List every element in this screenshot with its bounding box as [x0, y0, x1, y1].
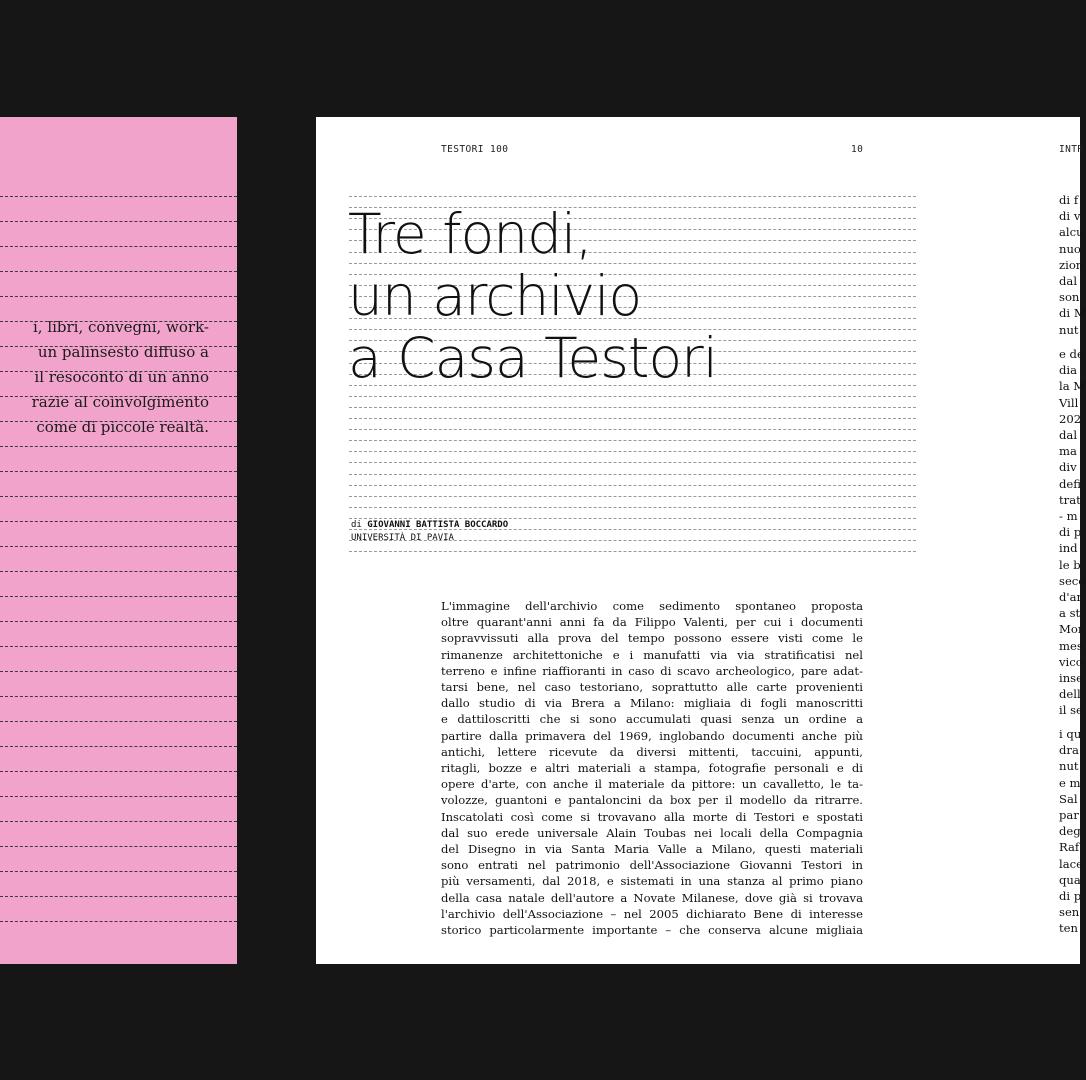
- body-line: dal suo erede universale Alain Toubas nei locali della Compagnia: [441, 825, 863, 840]
- column-fragment-line: dell: [1059, 687, 1081, 702]
- column-fragment-line: sen: [1059, 905, 1080, 920]
- column-fragment-line: nuo: [1059, 241, 1081, 256]
- divider-rule: [0, 221, 237, 222]
- divider-rule: [0, 871, 237, 872]
- grid-rule: [349, 407, 916, 408]
- column-fragment-line: - m: [1059, 509, 1078, 524]
- divider-rule: [0, 321, 237, 322]
- column-fragment-line: d'ar: [1059, 590, 1083, 605]
- column-fragment-line: defi: [1059, 476, 1082, 491]
- divider-rule: [0, 596, 237, 597]
- body-line: opere d'arte, con anche il materiale da pittore: un cavalletto, le ta-: [441, 777, 863, 792]
- author-name: GIOVANNI BATTISTA BOCCARDO: [367, 520, 509, 530]
- grid-rule: [349, 451, 916, 452]
- column-fragment-line: dal: [1059, 274, 1078, 289]
- body-line: della casa natale dell'autore a Novate Milanese, dove già si trovava: [441, 890, 863, 905]
- divider-rule: [0, 196, 237, 197]
- column-fragment-line: inse: [1059, 671, 1083, 686]
- column-fragment-line: 202: [1059, 411, 1082, 426]
- grid-rule: [349, 462, 916, 463]
- column-fragment-line: ma: [1059, 444, 1077, 459]
- body-line: partire dalla primavera del 1969, inglobando documenti anche più: [441, 728, 863, 743]
- body-line: e dattiloscritti che si sono accumulati quasi senza un ordine a: [441, 712, 863, 727]
- body-line: sono entrati nel patrimonio dell'Associazione Giovanni Testori in: [441, 858, 863, 873]
- column-fragment-line: di p: [1059, 525, 1082, 540]
- column-fragment-line: nut: [1059, 322, 1079, 337]
- grid-rule: [349, 396, 916, 397]
- divider-rule: [0, 771, 237, 772]
- next-page-header: INTR: [1059, 144, 1084, 155]
- body-line: Inscatolati così come si trovavano alla morte di Testori e spostati: [441, 809, 863, 824]
- grid-rule: [349, 551, 916, 552]
- column-fragment-line: son: [1059, 290, 1080, 305]
- column-fragment-line: Vill: [1059, 395, 1079, 410]
- divider-rule: [0, 846, 237, 847]
- byline: [351, 519, 508, 545]
- divider-rule: [0, 396, 237, 397]
- body-line: ritagli, bozze e altri materiali a stampa, fotografie personali e di: [441, 761, 863, 776]
- divider-rule: [0, 796, 237, 797]
- next-column-fragment: [1059, 192, 1086, 338]
- left-line: come di piccole realtà.: [36, 418, 209, 436]
- column-fragment-line: di p: [1059, 889, 1082, 904]
- grid-rule: [349, 440, 916, 441]
- running-header: TESTORI 100: [441, 144, 509, 155]
- body-line: del Disegno in via Santa Maria Valle a Milano, questi materiali: [441, 842, 863, 857]
- divider-rule: [0, 496, 237, 497]
- grid-rule: [349, 485, 916, 486]
- divider-rule: [0, 646, 237, 647]
- body-line: terreno e infine riaffioranti in caso di scavo archeologico, pare adat-: [441, 663, 863, 678]
- column-fragment-line: di f: [1059, 193, 1079, 207]
- divider-rule: [0, 246, 237, 247]
- divider-rule: [0, 896, 237, 897]
- left-page: [0, 117, 237, 964]
- column-fragment-line: ind: [1059, 541, 1078, 556]
- column-fragment-line: a st: [1059, 606, 1081, 621]
- divider-rule: [0, 821, 237, 822]
- column-fragment-line: dia: [1059, 363, 1078, 378]
- page-number: 10: [851, 144, 864, 155]
- article-title: [348, 203, 717, 389]
- column-fragment-line: il se: [1059, 703, 1083, 718]
- right-page: [316, 117, 1086, 964]
- column-fragment-line: di M: [1059, 306, 1086, 321]
- column-fragment-line: trat: [1059, 492, 1081, 507]
- left-line: razie al coinvolgimento: [31, 393, 209, 411]
- body-line: l'archivio dell'Associazione – nel 2005 dichiarato Bene di interesse: [441, 906, 863, 921]
- divider-rule: [0, 421, 237, 422]
- grid-rule: [349, 196, 916, 197]
- divider-rule: [0, 521, 237, 522]
- title-line: Tre fondi,: [348, 202, 592, 266]
- divider-rule: [0, 271, 237, 272]
- column-fragment-line: i qu: [1059, 727, 1082, 741]
- divider-rule: [0, 296, 237, 297]
- next-column-fragment: [1059, 346, 1085, 719]
- divider-rule: [0, 746, 237, 747]
- column-fragment-line: dra: [1059, 743, 1079, 758]
- column-fragment-line: deg: [1059, 824, 1081, 839]
- divider-rule: [0, 346, 237, 347]
- divider-rule: [0, 921, 237, 922]
- grid-rule: [349, 418, 916, 419]
- body-line: antichi, lettere ricevute da diversi mittenti, taccuini, appunti,: [441, 744, 863, 759]
- column-fragment-line: alcu: [1059, 225, 1084, 240]
- column-fragment-line: vico: [1059, 654, 1083, 669]
- title-line: un archivio: [348, 264, 642, 328]
- column-fragment-line: div: [1059, 460, 1077, 475]
- divider-rule: [0, 721, 237, 722]
- divider-rule: [0, 471, 237, 472]
- column-fragment-line: par: [1059, 808, 1079, 823]
- left-line: i, libri, convegni, work-: [32, 318, 209, 336]
- column-fragment-line: Sal: [1059, 791, 1078, 806]
- body-line: dallo studio di via Brera a Milano: migliaia di fogli manoscritti: [441, 696, 863, 711]
- left-line: il resoconto di un anno: [34, 368, 209, 386]
- body-line: oltre quarant'anni anni fa da Filippo Valenti, per cui i documenti: [441, 615, 863, 630]
- body-line: storico particolarmente importante – che conserva alcune migliaia: [441, 923, 863, 938]
- author-affiliation: UNIVERSITÀ DI PAVIA: [351, 533, 454, 543]
- column-fragment-line: e m: [1059, 775, 1081, 790]
- divider-rule: [0, 446, 237, 447]
- title-line: a Casa Testori: [348, 326, 717, 390]
- divider-rule: [0, 621, 237, 622]
- column-fragment-line: zion: [1059, 257, 1084, 272]
- divider-rule: [0, 696, 237, 697]
- divider-rule: [0, 671, 237, 672]
- body-line: rimanenze architettoniche e i manufatti via via stratificatisi nel: [441, 647, 863, 662]
- divider-rule: [0, 371, 237, 372]
- column-fragment-line: Mor: [1059, 622, 1084, 637]
- body-line: tarsi bene, nel caso testoriano, soprattutto alle carte provenienti: [441, 680, 863, 695]
- byline-prefix: di: [351, 520, 362, 530]
- divider-rule: [0, 571, 237, 572]
- column-fragment-line: ten: [1059, 921, 1078, 936]
- body-line: L'immagine dell'archivio come sedimento spontaneo proposta: [441, 599, 863, 613]
- divider-rule: [0, 546, 237, 547]
- column-fragment-line: lace: [1059, 856, 1083, 871]
- grid-rule: [349, 496, 916, 497]
- body-line: volozze, guantoni e pantaloncini da box per il modello da ritrarre.: [441, 793, 863, 808]
- body-line: più versamenti, dal 2018, e sistemati in una stanza al primo piano: [441, 874, 863, 889]
- article-body: [441, 598, 863, 938]
- column-fragment-line: le b: [1059, 557, 1081, 572]
- grid-rule: [349, 429, 916, 430]
- column-fragment-line: la M: [1059, 379, 1086, 394]
- left-line: un palinsesto diffuso a: [37, 343, 209, 361]
- grid-rule: [349, 507, 916, 508]
- column-fragment-line: e de: [1059, 347, 1084, 361]
- column-fragment-line: mes: [1059, 638, 1083, 653]
- column-fragment-line: Raf: [1059, 840, 1080, 855]
- column-fragment-line: nut: [1059, 759, 1079, 774]
- next-column-fragment: [1059, 726, 1083, 937]
- column-fragment-line: dal: [1059, 428, 1078, 443]
- grid-rule: [349, 474, 916, 475]
- body-line: sopravvissuti alla prova del tempo possono essere visti come le: [441, 631, 863, 646]
- column-fragment-line: qua: [1059, 872, 1081, 887]
- column-fragment-line: di v: [1059, 209, 1081, 224]
- column-fragment-line: seco: [1059, 573, 1086, 588]
